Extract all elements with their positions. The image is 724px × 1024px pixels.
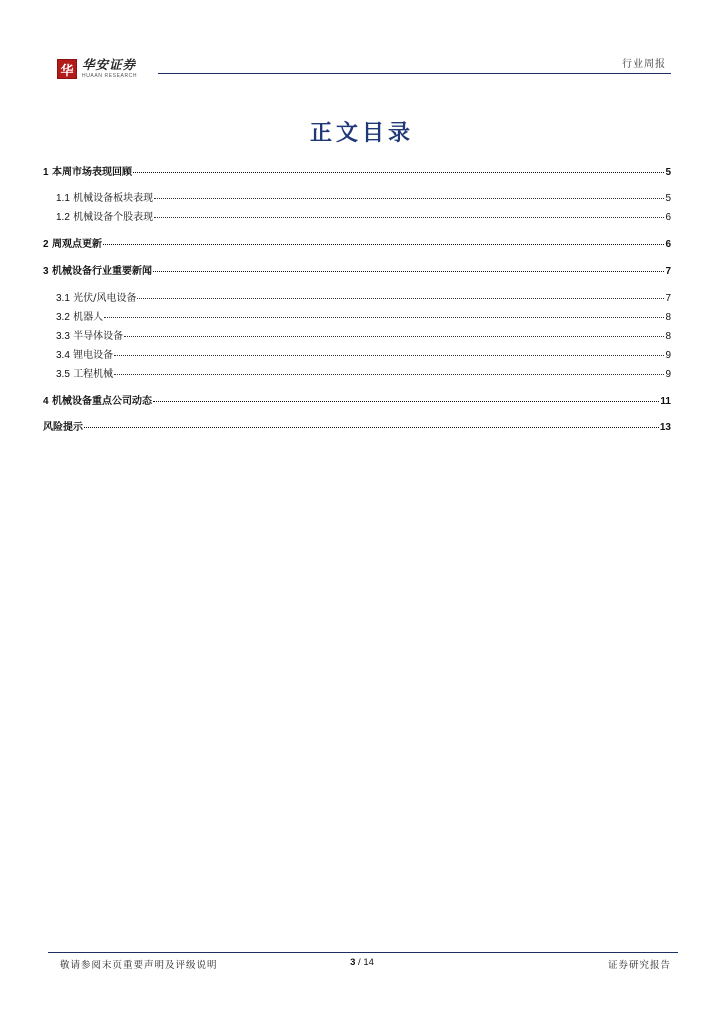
toc-entry-page: 7 [665,266,671,277]
toc-entry-number: 1 [43,167,49,178]
logo-name-en: HUAAN RESEARCH [82,72,138,79]
toc-entry-title: 光伏/风电设备 [73,293,137,304]
toc-entry[interactable] [43,292,671,306]
toc-entry-page: 5 [665,167,671,178]
toc-entry[interactable] [43,330,671,344]
toc-entry-page: 11 [660,396,671,407]
toc-entry[interactable] [43,311,671,325]
toc-leader-dots [124,336,664,337]
toc-leader-dots [133,172,664,173]
toc-entry-page: 6 [665,212,671,223]
toc-entry-title: 机械设备行业重要新闻 [52,266,153,277]
toc-entry-title: 本周市场表现回顾 [52,167,133,178]
toc-entry-number: 1.1 [56,193,70,204]
toc-entry-number: 3.1 [56,293,70,304]
brand-logo [57,59,137,79]
toc-leader-dots [103,244,664,245]
report-type-label: 行业周报 [622,59,666,70]
toc-leader-dots [137,298,664,299]
toc-entry-number: 3.2 [56,312,70,323]
toc-entry-page: 5 [665,193,671,204]
toc-entry[interactable] [43,192,671,206]
toc-leader-dots [154,198,664,199]
toc-entry-number: 1.2 [56,212,70,223]
toc-entry-page: 8 [665,312,671,323]
toc-title: 正文目录 [309,120,414,146]
toc-entry-title: 机械设备重点公司动态 [52,396,153,407]
logo-name-cn: 华安证券 [82,57,137,72]
toc-entry-page: 9 [665,350,671,361]
toc-entry-title: 锂电设备 [73,350,114,361]
page-current: 3 [350,957,356,968]
toc-entry-title: 周观点更新 [52,239,103,250]
toc-entry[interactable] [43,349,671,363]
toc-leader-dots [114,374,664,375]
toc-entry-title: 风险提示 [43,422,83,433]
toc-entry-page: 7 [665,293,671,304]
toc-entry[interactable] [43,166,671,180]
toc-entry[interactable] [43,211,671,225]
footer-divider [48,952,678,953]
toc-leader-dots [84,427,659,428]
toc-entry[interactable] [43,395,671,409]
toc-entry-page: 9 [665,369,671,380]
toc-leader-dots [114,355,664,356]
toc-leader-dots [153,401,659,402]
page-total: 14 [363,957,374,968]
toc-entry[interactable] [43,238,671,252]
toc-leader-dots [154,217,664,218]
toc-entry-number: 4 [43,396,49,407]
toc-entry-title: 机械设备个股表现 [73,212,154,223]
toc-entry-title: 半导体设备 [73,331,124,342]
toc-entry[interactable] [43,265,671,279]
toc-entry-page: 13 [659,422,671,433]
toc-entry-title: 工程机械 [73,369,114,380]
toc-entry[interactable] [43,421,671,435]
toc-entry-number: 3.5 [56,369,70,380]
toc-entry-number: 3 [43,266,49,277]
toc-entry-number: 2 [43,239,49,250]
toc-leader-dots [153,271,664,272]
footer-disclaimer: 敬请参阅末页重要声明及评级说明 [60,960,218,971]
toc-entry-number: 3.3 [56,331,70,342]
toc-entry-page: 8 [665,331,671,342]
logo-seal-icon: 华 [57,59,77,79]
toc-entry-title: 机器人 [73,312,104,323]
toc-leader-dots [104,317,664,318]
toc-entry-page: 6 [665,239,671,250]
page-separator: / [355,957,364,968]
toc-entry-title: 机械设备板块表现 [73,193,154,204]
header-divider [158,73,671,74]
footer-doc-type: 证券研究报告 [607,960,671,971]
toc-entry[interactable] [43,368,671,382]
toc-entry-number: 3.4 [56,350,70,361]
